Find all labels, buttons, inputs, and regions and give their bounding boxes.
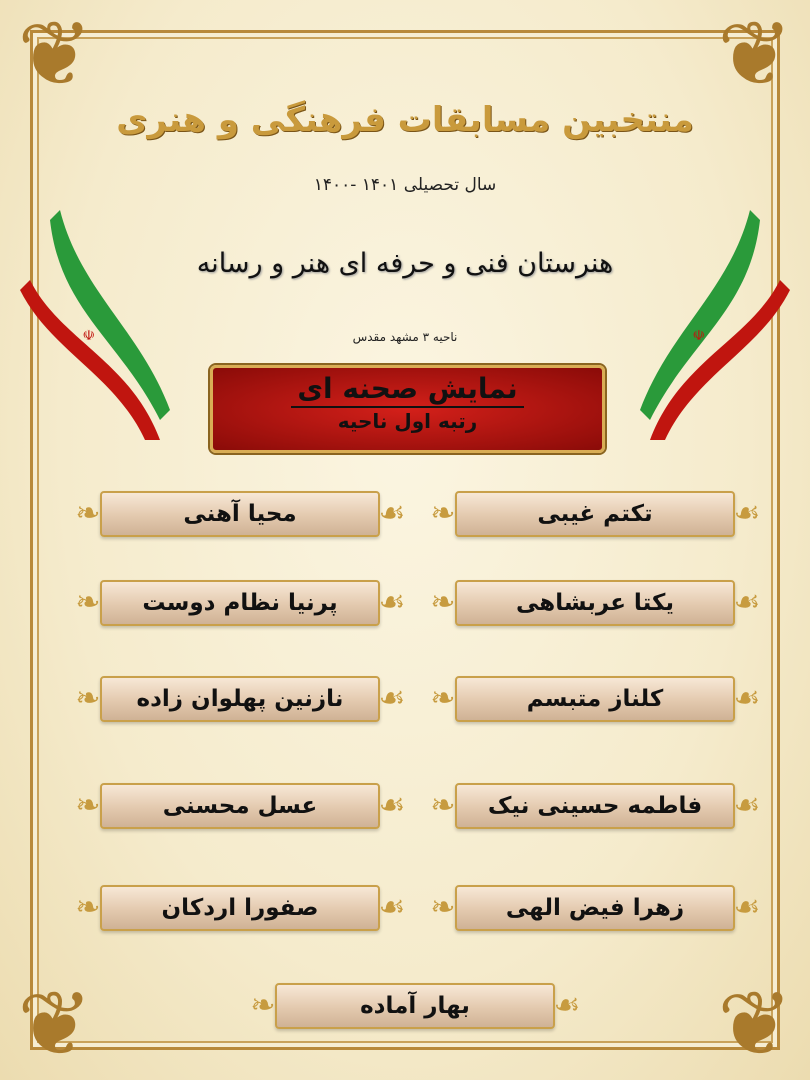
- scroll-ornament-icon: ❧: [430, 890, 456, 925]
- name-plaque: [425, 483, 765, 545]
- scroll-ornament-icon: ❧: [75, 890, 101, 925]
- scroll-ornament-icon: ☙: [378, 890, 406, 925]
- winner-name: صفورا اردکان: [161, 895, 319, 921]
- winner-name: بهار آماده: [360, 993, 470, 1019]
- name-plaque: [425, 775, 765, 837]
- scroll-ornament-icon: ❧: [75, 788, 101, 823]
- winner-name: پرنیا نظام دوست: [142, 590, 338, 616]
- svg-text:☫: ☫: [82, 328, 95, 344]
- name-plaque: [70, 877, 410, 939]
- rank-label: رتبه اول ناحیه: [337, 409, 478, 433]
- scroll-ornament-icon: ☙: [378, 788, 406, 823]
- scroll-ornament-icon: ☙: [378, 585, 406, 620]
- scroll-ornament-icon: ☙: [733, 890, 761, 925]
- corner-ornament-icon: ❦: [17, 972, 93, 1077]
- svg-text:☫: ☫: [692, 328, 705, 344]
- name-plaque: [245, 975, 585, 1037]
- scroll-ornament-icon: ☙: [733, 585, 761, 620]
- divider: [291, 406, 524, 408]
- name-plaque: [425, 572, 765, 634]
- academic-year: سال تحصیلی ۱۴۰۱ -۱۴۰۰: [313, 175, 497, 195]
- iran-flag-ribbon-icon: [20, 210, 170, 440]
- corner-ornament-icon: ❦: [717, 2, 793, 107]
- winner-name: تکتم غیبی: [537, 501, 653, 527]
- corner-ornament-icon: ❦: [717, 972, 793, 1077]
- name-plaque: [70, 483, 410, 545]
- winner-name: کلناز متبسم: [526, 686, 664, 712]
- name-plaque: [425, 668, 765, 730]
- scroll-ornament-icon: ☙: [733, 788, 761, 823]
- scroll-ornament-icon: ☙: [553, 988, 581, 1023]
- scroll-ornament-icon: ☙: [733, 496, 761, 531]
- district: ناحیه ۳ مشهد مقدس: [352, 330, 458, 344]
- winner-name: یکتا عربشاهی: [516, 590, 674, 616]
- scroll-ornament-icon: ☙: [378, 496, 406, 531]
- scroll-ornament-icon: ❧: [430, 681, 456, 716]
- winner-name: فاطمه حسینی نیک: [487, 793, 703, 819]
- scroll-ornament-icon: ❧: [430, 496, 456, 531]
- scroll-ornament-icon: ☙: [378, 681, 406, 716]
- scroll-ornament-icon: ❧: [75, 585, 101, 620]
- winner-name: محیا آهنی: [183, 501, 297, 527]
- iran-flag-ribbon-icon: [640, 210, 790, 440]
- name-plaque: [70, 775, 410, 837]
- category-label: نمایش صحنه ای: [297, 372, 518, 405]
- winner-name: عسل محسنی: [162, 793, 318, 819]
- scroll-ornament-icon: ❧: [250, 988, 276, 1023]
- school-name: هنرستان فنی و حرفه ای هنر و رسانه: [196, 248, 614, 279]
- scroll-ornament-icon: ❧: [430, 788, 456, 823]
- poster-title: منتخبین مسابقات فرهنگی و هنری: [116, 100, 694, 140]
- winner-name: زهرا فیض الهی: [505, 895, 685, 921]
- scroll-ornament-icon: ❧: [75, 681, 101, 716]
- scroll-ornament-icon: ❧: [430, 585, 456, 620]
- name-plaque: [70, 668, 410, 730]
- category-banner: [210, 365, 605, 453]
- scroll-ornament-icon: ☙: [733, 681, 761, 716]
- corner-ornament-icon: ❦: [17, 2, 93, 107]
- winner-name: نازنین پهلوان زاده: [136, 686, 344, 712]
- name-plaque: [425, 877, 765, 939]
- scroll-ornament-icon: ❧: [75, 496, 101, 531]
- name-plaque: [70, 572, 410, 634]
